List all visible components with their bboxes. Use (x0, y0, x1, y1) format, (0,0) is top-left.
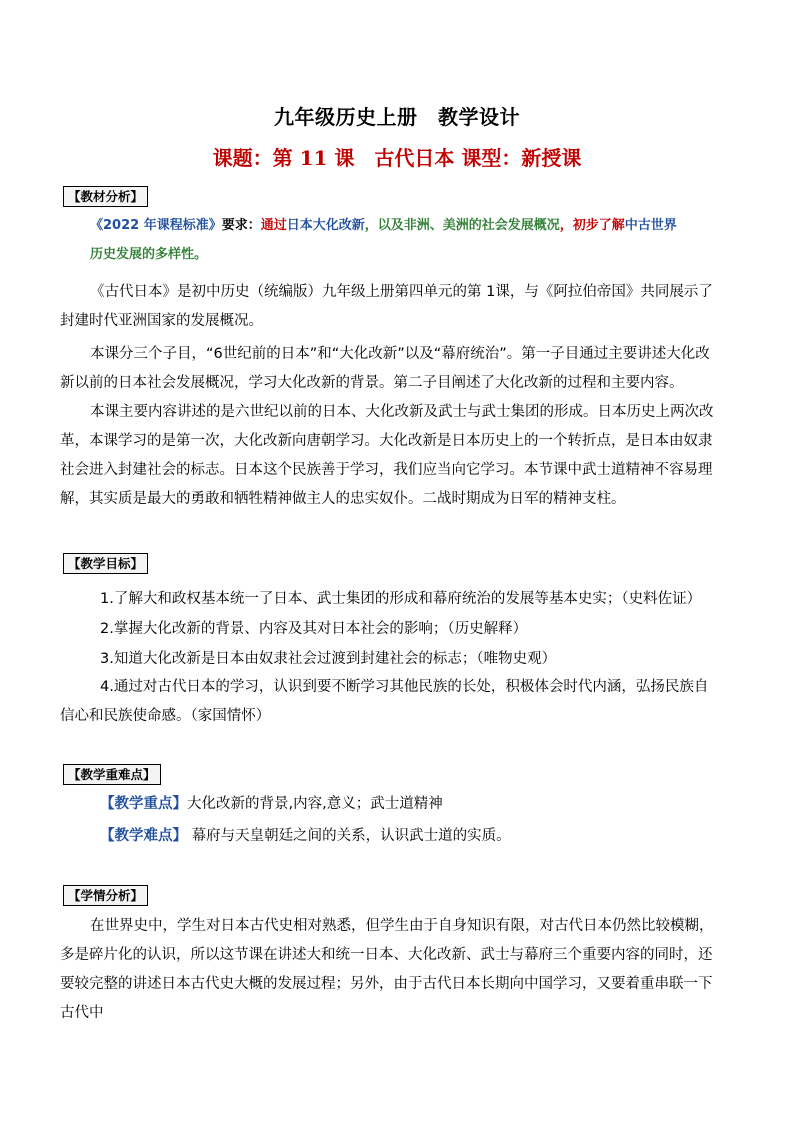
key-point-line (100, 794, 443, 814)
standard-part5: 中古世界 (624, 218, 677, 233)
difficult-point-line (100, 826, 511, 846)
goal-item-2: 2.掌握大化改新的背景、内容及其对日本社会的影响；（历史解释） (100, 621, 528, 637)
standard-part6: 历史发展的多样性。 (90, 247, 208, 262)
textbook-para-1: 《古代日本》是初中历史（统编版）九年级上册第四单元的第 1课，与《阿拉伯帝国》共同展示了封建时代亚洲国家的发展概况。 (60, 284, 713, 329)
textbook-para-2: 本课分三个子目，“6世纪前的日本”和“大化改新”以及“幕府统治”。第一子目通过主要讲述大化改新以前的日本社会发展概况，学习大化改新的背景。第二子目阐述了大化改新的过程和主要内容。 (60, 346, 710, 391)
standard-part4: ，初步了解 (559, 218, 625, 233)
standard-part3: ，以及非洲、美洲的社会发展概况 (364, 218, 560, 233)
lesson-subtitle: 课题：第 11 课 古代日本 课型：新授课 (212, 146, 582, 170)
section-label-textbook-analysis: 【教材分析】 (63, 186, 148, 207)
section-label-student-analysis: 【学情分析】 (63, 885, 148, 906)
goal-item-1: 1.了解大和政权基本统一了日本、武士集团的形成和幕府统治的发展等基本史实；（史料佐证） (100, 591, 702, 607)
student-analysis-para: 在世界史中，学生对日本古代史相对熟悉，但学生由于自身知识有限，对古代日本仍然比较模糊，多是碎片化的认识，所以这节课在讲述大和统一日本、大化改新、武士与幕府三个重要内容的同时，还要较完整的讲述日本古代史大概的发展过程；另外，由于古代日本长期向中国学习，又要着重串联一下古代中 (60, 918, 714, 1021)
difficult-point-label: 【教学难点】 (100, 828, 187, 844)
goal-item-3: 3.知道大化改新是日本由奴隶社会过渡到封建社会的标志；（唯物史观） (100, 651, 557, 667)
curriculum-standard (90, 211, 730, 269)
key-point-label: 【教学重点】 (100, 796, 187, 812)
document-title: 九年级历史上册 教学设计 (274, 105, 520, 129)
section-label-key-points: 【教学重难点】 (63, 764, 161, 785)
goal-item-4: 4.通过对古代日本的学习，认识到要不断学习其他民族的长处，积极体会时代内涵，弘扬民族自信心和民族使命感。（家国情怀） (60, 679, 709, 724)
key-point-text: 大化改新的背景,内容,意义；武士道精神 (187, 796, 443, 812)
standard-part1: 通过 (260, 218, 287, 233)
standard-requirement-label: 要求： (221, 218, 261, 233)
standard-part2: 日本大化改新 (286, 218, 365, 233)
textbook-para-3: 本课主要内容讲述的是六世纪以前的日本、大化改新及武士与武士集团的形成。日本历史上两次改革，本课学习的是第一次，大化改新向唐朝学习。大化改新是日本历史上的一个转折点，是日本由奴隶社会进入封建社会的标志。日本这个民族善于学习，我们应当向它学习。本节课中武士道精神不容易理解，其实质是最大的勇敢和牺牲精神做主人的忠实奴仆。二战时期成为日军的精神支柱。 (60, 404, 714, 507)
difficult-point-text: 幕府与天皇朝廷之间的关系，认识武士道的实质。 (187, 828, 511, 844)
standard-source: 《2022 年课程标准》 (90, 218, 222, 233)
section-label-teaching-goals: 【教学目标】 (63, 553, 148, 574)
